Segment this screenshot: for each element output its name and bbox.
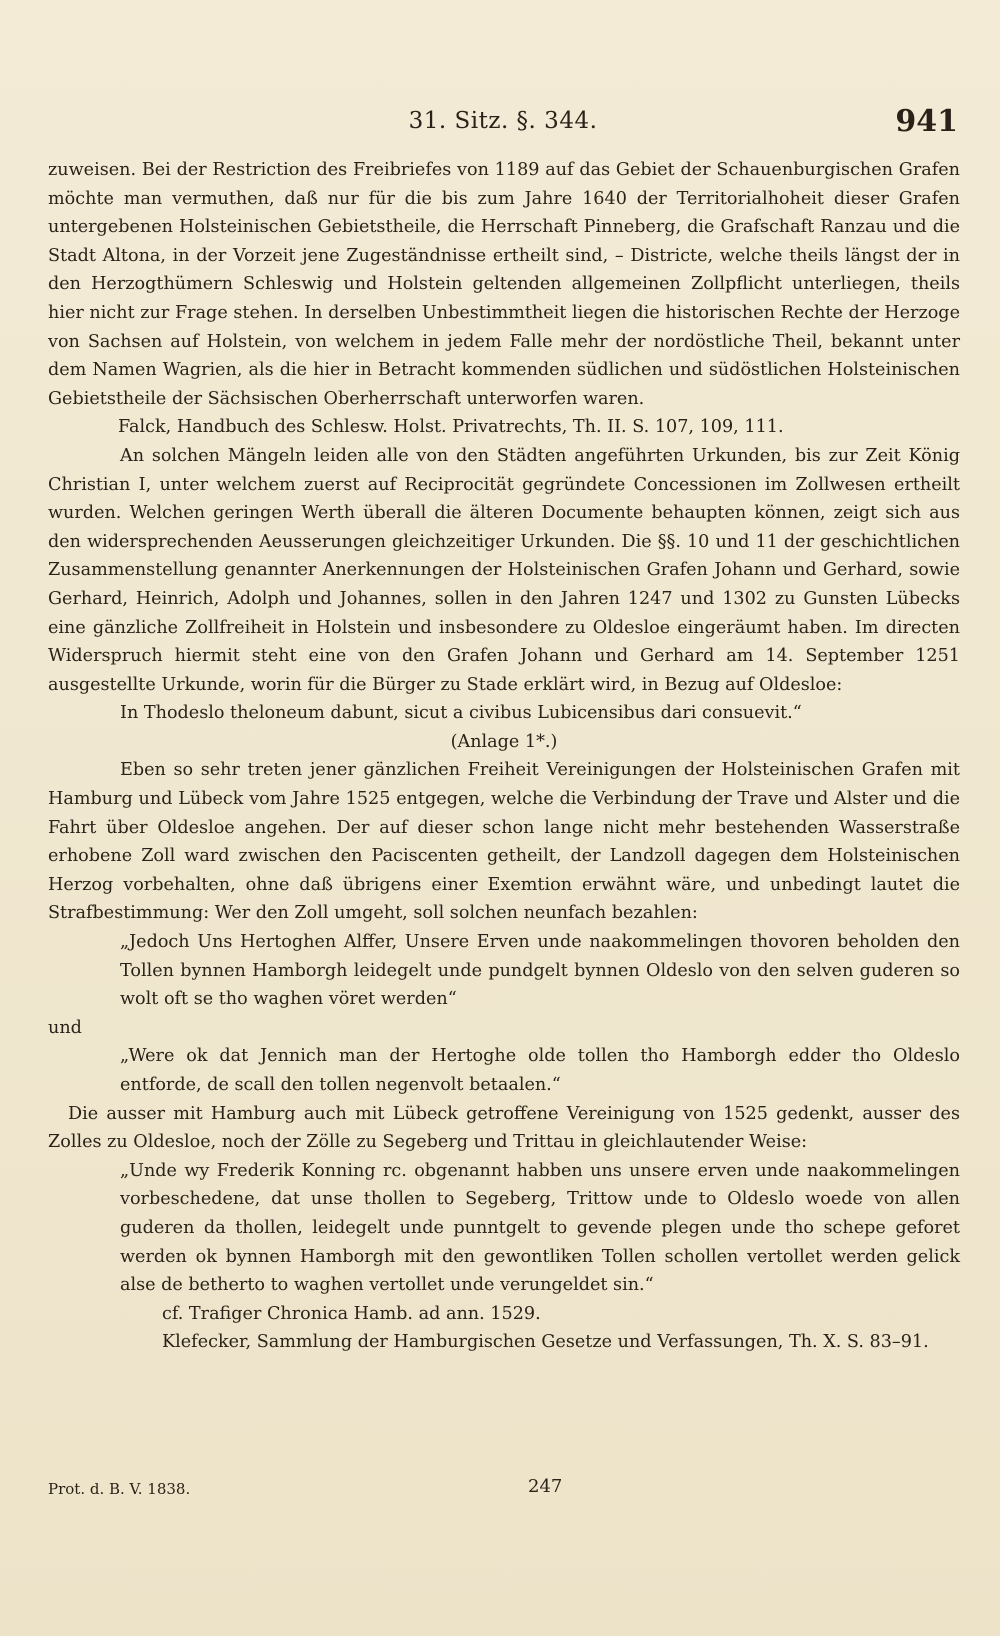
paragraph-3: Eben so sehr treten jener gänzlichen Freiheit Vereinigungen der Holsteinischen Grafen mit Hamburg und Lübeck vom Jahre 1525 entgegen, welche die Verbindung der Trave und Alster und die Fahrt über Oldesloe angehen. Der auf dieser schon lange nicht mehr bestehenden Wasserstraße erhobene Zoll ward zwischen den Paciscenten getheilt, der Landzoll dagegen dem Holsteinischen Herzog vorbehalten, ohne daß übrigens einer Exemtion erwähnt wäre, und unbedingt lautet die Strafbestimmung: Wer den Zoll umgeht, soll solchen neunfach bezahlen: xyxy=(48,760,960,924)
latin-quote: In Thodeslo theloneum dabunt, sicut a civibus Lubicensibus dari consuevit.“ xyxy=(120,703,802,724)
paragraph-1: zuweisen. Bei der Restriction des Freibriefes von 1189 auf das Gebiet der Schauenburgischen Grafen möchte man vermuthen, daß nur für die bis zum Jahre 1640 der Territorialhoheit dieser Grafen untergebenen Holsteinischen Gebietstheile, die Herrschaft Pinneberg, die Grafschaft Ranzau und die Stadt Altona, in der Vorzeit jene Zugeständnisse ertheilt sind, – Districte, welche theils längst der in den Herzogthümern Schleswig und Holstein geltenden allgemeinen Zollpflicht unterliegen, theils hier nicht zur Frage stehen. In derselben Unbestimmtheit liegen die historischen Rechte der Herzoge von Sachsen auf Holstein, von welchem in jedem Falle mehr der nordöstliche Theil, bekannt unter dem Namen Wagrien, als die hier in Betracht kommenden südlichen und südöstlichen Holsteinischen Gebietstheile der Sächsischen Oberherrschaft unterworfen waren. xyxy=(48,160,960,409)
connector-und: und xyxy=(48,1017,82,1038)
footer-imprint: Prot. d. B. V. 1838. xyxy=(48,1480,191,1498)
citation-trafiger: cf. Trafiger Chronica Hamb. ad ann. 1529. xyxy=(162,1303,541,1324)
page-body xyxy=(48,156,960,1357)
citation-falck: Falck, Handbuch des Schlesw. Holst. Privatrechts, Th. II. S. 107, 109, 111. xyxy=(118,417,784,438)
quote-2: „Were ok dat Jennich man der Hertoghe olde tollen tho Hamborgh edder tho Oldeslo entforde, de scall den tollen negenvolt betaalen.“ xyxy=(120,1046,960,1095)
page-header xyxy=(48,104,958,144)
paragraph-4: Die ausser mit Hamburg auch mit Lübeck getroffene Vereinigung von 1525 gedenkt, ausser des Zolles zu Oldesloe, noch der Zölle zu Segeberg und Trittau in gleichlautender Weise: xyxy=(48,1103,960,1153)
running-head: 31. Sitz. §. 344. xyxy=(408,108,598,134)
anlage-reference: (Anlage 1*.) xyxy=(450,731,558,752)
page-footer xyxy=(48,1476,960,1506)
signature-mark: 247 xyxy=(528,1476,563,1497)
quote-1: „Jedoch Uns Hertoghen Alffer, Unsere Erven unde naakommelingen thovoren beholden den Tollen bynnen Hamborgh leidegelt unde pundgelt bynnen Oldeslo von den selven guderen so wolt oft se tho waghen vöret werden“ xyxy=(120,932,960,1010)
citation-klefecker: Klefecker, Sammlung der Hamburgischen Gesetze und Verfassungen, Th. X. S. 83–91. xyxy=(162,1332,929,1353)
page-number: 941 xyxy=(895,104,958,139)
paragraph-2: An solchen Mängeln leiden alle von den Städten angeführten Urkunden, bis zur Zeit König Christian I, unter welchem zuerst auf Reciprocität gegründete Concessionen im Zollwesen ertheilt wurden. Welchen geringen Werth überall die älteren Documente behaupten können, zeigt sich aus den widersprechenden Aeusserungen gleichzeitiger Urkunden. Die §§. 10 und 11 der geschichtlichen Zusammenstellung genannter Anerkennungen der Holsteinischen Grafen Johann und Gerhard, sowie Gerhard, Heinrich, Adolph und Johannes, sollen in den Jahren 1247 und 1302 zu Gunsten Lübecks eine gänzliche Zollfreiheit in Holstein und insbesondere zu Oldesloe eingeräumt haben. Im directen Widerspruch hiermit steht eine von den Grafen Johann und Gerhard am 14. September 1251 ausgestellte Urkunde, worin für die Bürger zu Stade erklärt wird, in Bezug auf Oldesloe: xyxy=(48,445,960,695)
quote-3: „Unde wy Frederik Konning rc. obgenannt habben uns unsere erven unde naakommelingen vorbeschedene, dat unse thollen to Segeberg, Trittow unde to Oldeslo woede von allen guderen da thollen, leidegelt unde punntgelt to gevende plegen unde tho schepe geforet werden ok bynnen Hamborgh mit den gewontliken Tollen schollen vertollet werden gelick alse de betherto to waghen vertollet unde verungeldet sin.“ xyxy=(120,1160,960,1296)
